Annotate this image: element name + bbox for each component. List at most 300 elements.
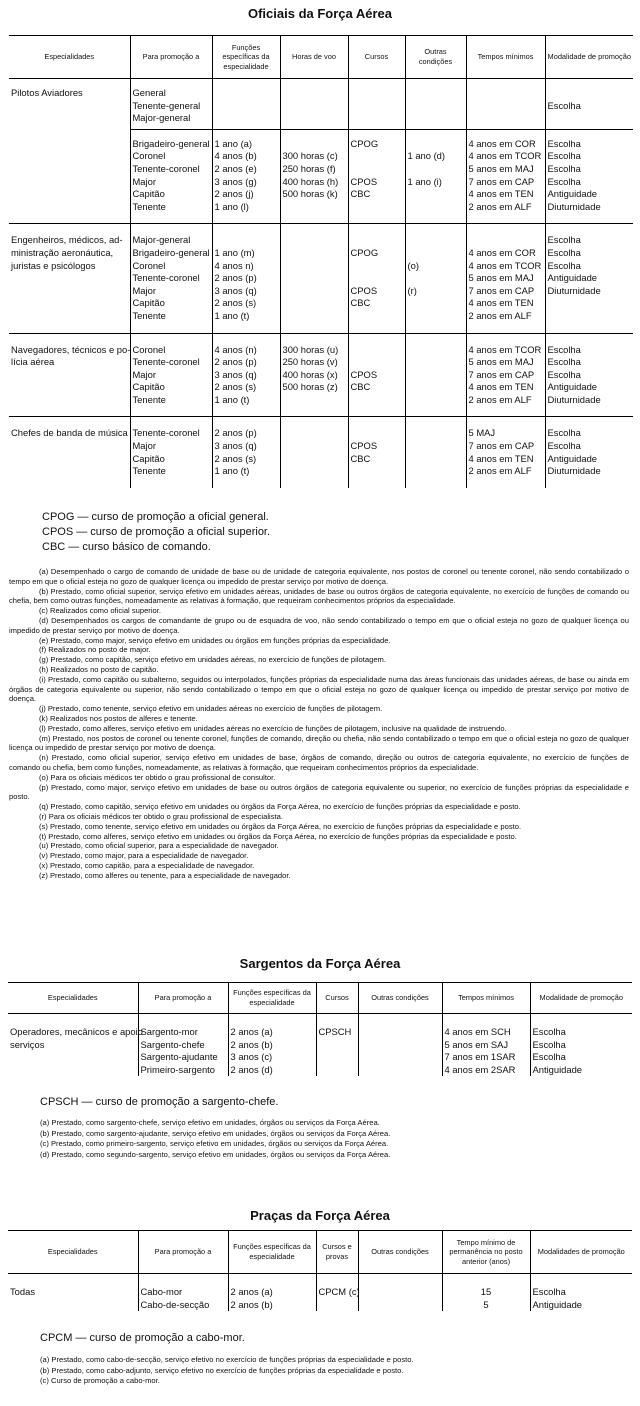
cell-line: 4 anos em COR — [468, 246, 536, 258]
header-cell: Funções específicas da especialidade — [228, 1231, 316, 1274]
cell-line: Major — [132, 440, 156, 452]
cell-line — [408, 247, 464, 260]
sergeants-header-row — [8, 983, 632, 1014]
cell-line: 4 anos em TCOR — [468, 259, 542, 271]
functions-cell — [212, 333, 280, 417]
flight-hours-cell — [280, 417, 348, 488]
promotion-cell — [130, 79, 212, 130]
cell-line: Sargento-chefe — [140, 1038, 205, 1050]
cell-line — [408, 344, 464, 357]
cell-line: 4 anos em TCOR — [468, 150, 542, 162]
cell-line: 4 anos em TCOR — [468, 343, 542, 355]
footnote: (k) Realizados nos postos de alferes e tenente. — [39, 713, 198, 723]
cell-line: (o) — [407, 259, 419, 271]
cell-line: Escolha — [547, 162, 581, 174]
cell-line: Tenente-general — [132, 99, 201, 111]
cell-line: Antiguidade — [547, 381, 598, 393]
cell-line — [408, 234, 464, 247]
cell-line: 2 anos em ALF — [468, 309, 532, 321]
officers-table — [9, 35, 633, 488]
cell-line — [283, 138, 346, 151]
courses-cell — [348, 224, 405, 333]
courses-cell — [348, 417, 405, 488]
table-row — [9, 333, 633, 417]
cell-line: Sargento-ajudante — [140, 1051, 218, 1063]
cell-line — [408, 138, 464, 151]
minimum-times-cell — [466, 79, 545, 130]
cell-line: Brigadeiro-general — [132, 246, 210, 258]
promotion-cell — [130, 333, 212, 417]
cell-line: 250 horas (f) — [282, 162, 336, 174]
promotion-cell — [130, 417, 212, 488]
footnote: (a) Desempenhado o cargo de comando de unidade de base ou de unidade de categoria equivalente, nos postos de coronel ou tenente coronel, não sendo contabilizado o tempo em que o oficial esteja no gozo de qualquer licença ou impedido de prestar serviço por motivo de doença. — [9, 567, 629, 586]
promotion-mode-cell — [545, 417, 633, 488]
cell-line: CPOG — [350, 246, 379, 258]
cell-line: Antiguidade — [547, 188, 598, 200]
flight-hours-cell — [280, 129, 348, 224]
cell-line: 2 anos (p) — [214, 427, 257, 439]
cell-line — [351, 260, 403, 273]
cell-line: serviços — [10, 1038, 45, 1050]
header-cell: Outras condições — [358, 1231, 442, 1274]
footnote: (h) Realizados no posto de capitão. — [39, 664, 159, 674]
footnote: (r) Para os oficiais médicos ter obtido o grau profissional de especialista. — [39, 811, 283, 821]
promotion-mode-cell — [545, 224, 633, 333]
footnote: (f) Realizados no posto de major. — [39, 645, 151, 655]
speciality-cell — [9, 224, 130, 333]
cell-line: Major — [132, 284, 156, 296]
cell-line: Brigadeiro-general — [132, 137, 210, 149]
cell-line: Capitão — [132, 297, 165, 309]
cell-line: 5 anos em SAJ — [444, 1038, 509, 1050]
cell-line: Antiguidade — [547, 272, 598, 284]
footnote: (b) Prestado, como sargento-ajudante, serviço efetivo em unidades, órgãos ou serviços da Força Aérea. — [40, 1128, 391, 1138]
footnote: (u) Prestado, como oficial superior, para a especialidade de navegador. — [39, 841, 279, 851]
header-cell: Para promoção a — [138, 983, 228, 1014]
cell-line: Escolha — [547, 440, 581, 452]
cell-line: 400 horas (h) — [282, 175, 339, 187]
header-cell: Modalidades de promoção — [530, 1231, 632, 1274]
cell-line: Capitão — [132, 381, 165, 393]
cell-line — [469, 234, 543, 247]
other-conditions-cell — [405, 224, 466, 333]
table-row — [9, 79, 633, 130]
cell-line: Escolha — [532, 1286, 566, 1297]
promotion-mode-cell — [530, 1014, 632, 1077]
cell-line: Escolha — [532, 1051, 566, 1063]
cell-line: Diuturnidade — [547, 200, 601, 212]
functions-cell — [228, 1274, 316, 1312]
flight-hours-cell — [280, 333, 348, 417]
cell-line: Escolha — [547, 368, 581, 380]
other-conditions-cell — [405, 79, 466, 130]
cell-line: 4 anos em 2SAR — [444, 1063, 516, 1075]
cell-line: 3 anos (g) — [214, 175, 257, 187]
cell-line: 2 anos (s) — [214, 452, 257, 464]
functions-cell — [228, 1014, 316, 1077]
sergeants-footnotes — [40, 1118, 390, 1160]
cell-line: CPOS — [350, 284, 378, 296]
cell-line — [408, 272, 464, 285]
cell-line — [351, 427, 403, 440]
cell-line: Escolha — [547, 356, 581, 368]
cell-line: 7 anos em CAP — [468, 368, 535, 380]
cell-line: CPOS — [350, 440, 378, 452]
cell-line: Coronel — [132, 259, 166, 271]
cell-line: 3 anos (q) — [214, 284, 257, 296]
cell-line: 1 ano (m) — [214, 246, 255, 258]
cell-line: Diuturnidade — [547, 465, 601, 477]
cell-line: Escolha — [547, 259, 581, 271]
cell-line: 2 anos em ALF — [468, 200, 532, 212]
cell-line — [215, 87, 278, 100]
minimum-times-cell — [466, 224, 545, 333]
cell-line: 4 anos em TEN — [468, 452, 534, 464]
officers-abbreviations — [42, 510, 270, 555]
cell-line: 1 ano (t) — [214, 393, 250, 405]
header-cell: Horas de voo — [280, 36, 348, 79]
footnote: (t) Prestado, como alferes, serviço efetivo em unidades ou órgãos da Força Aérea, no exercício de funções próprias da especialidade e posto. — [39, 831, 517, 841]
cell-line: Diuturnidade — [547, 393, 601, 405]
cell-line: Capitão — [132, 188, 165, 200]
cell-line: Tenente — [132, 465, 166, 477]
cell-line: Cabo-mor — [140, 1286, 183, 1297]
cell-line: 1 ano (t) — [214, 309, 250, 321]
cell-line — [283, 234, 346, 247]
cell-line: 2 anos (a) — [230, 1026, 273, 1037]
cell-line: 3 anos (c) — [230, 1051, 273, 1063]
cell-line: Escolha — [547, 99, 581, 111]
other-conditions-cell — [358, 1274, 442, 1312]
cell-line: 5 — [483, 1298, 489, 1310]
cell-line: Pilotos Aviadores — [11, 87, 83, 98]
flight-hours-cell — [280, 224, 348, 333]
cell-line: 1 ano (i) — [407, 175, 442, 187]
courses-cell — [348, 79, 405, 130]
cell-line: CBC — [350, 297, 371, 309]
footnote: (b) Prestado, como cabo-adjunto, serviço efetivo no exercício de funções próprias da especialidade e posto. — [40, 1365, 404, 1375]
officers-title: Oficiais da Força Aérea — [247, 6, 393, 21]
promotion-cell — [130, 129, 212, 224]
footnote: (n) Prestado, como oficial superior, serviço efetivo em unidades de base, órgãos de comando, direção ou outros de categoria equivalente, no exercício de funções de comando ou chefia, bem como funções, nomeadamente, as relativas à formação, que requeiram conhecimentos próprios da especialidade. — [9, 753, 629, 772]
cell-line: 5 anos em MAJ — [468, 162, 534, 174]
enlisted-table — [8, 1230, 632, 1311]
cell-line: 15 — [480, 1286, 492, 1297]
footnote: (b) Prestado, como oficial superior, serviço efetivo em unidades aéreas, unidades de base ou outros órgãos de categoria equivalente, no exercício de funções de comando ou chefia, bem como outras funções, nomeadamente as relativas à formação, que requeiram conhecimentos próprios da especialidade. — [9, 586, 629, 606]
cell-line: CPSCH — [318, 1026, 352, 1037]
cell-line — [351, 234, 403, 247]
cell-line: Tenente — [132, 200, 166, 212]
cell-line: 7 anos em 1SAR — [444, 1051, 516, 1063]
header-cell: Outras condições — [358, 983, 442, 1014]
speciality-cell — [9, 333, 130, 417]
functions-cell — [212, 129, 280, 224]
footnote: (j) Prestado, como tenente, serviço efetivo em unidades aéreas no exercício de funções de pilotagem. — [39, 704, 383, 714]
functions-cell — [212, 224, 280, 333]
footnote: (i) Prestado, como capitão ou subalterno, seguidos ou interpolados, funções próprias da especialidade numa das áreas funcionais das unidades aéreas, de base ou ainda em órgãos de categoria equivalente ou superior, não sendo contabilizado o tempo em que o oficial esteja no gozo de qualquer licença ou impedido de prestar serviço por motivo de doença. — [9, 674, 629, 704]
cell-line: juristas e psicólogos — [11, 259, 96, 271]
cell-line: 250 horas (v) — [282, 356, 338, 368]
header-cell: Modalidade de promoção — [545, 36, 633, 79]
footnote: (a) Prestado, como cabo-de-secção, serviço efetivo no exercício de funções próprias da especialidade e posto. — [40, 1355, 414, 1364]
header-cell: Outras condições — [405, 36, 466, 79]
footnote: (p) Prestado, como major, serviço efetivo em unidades de base ou outros órgãos de categoria equivalente ou superior, no exercício de funções próprias da especialidade e posto. — [9, 782, 629, 802]
header-cell: Tempos mínimos — [466, 36, 545, 79]
courses-cell — [348, 129, 405, 224]
cell-line — [408, 87, 464, 100]
cell-line: ministração aeronáutica, — [11, 246, 114, 258]
cell-line: 7 anos em CAP — [468, 440, 535, 452]
cell-line: 4 anos n) — [214, 259, 254, 271]
header-cell: Cursos — [348, 36, 405, 79]
cell-line: 4 anos em COR — [468, 137, 536, 149]
cell-line: Navegadores, técnicos e po- — [11, 343, 131, 355]
header-cell: Cursos e provas — [316, 1231, 358, 1274]
cell-line: Escolha — [547, 246, 581, 258]
cell-line: 2 anos (s) — [214, 381, 257, 393]
cell-line: 2 anos (p) — [214, 356, 257, 368]
header-cell: Especialidades — [9, 36, 130, 79]
functions-cell — [212, 79, 280, 130]
cell-line — [351, 272, 403, 285]
promotion-mode-cell — [545, 129, 633, 224]
cell-line: 5 MAJ — [468, 427, 496, 439]
cell-line: 2 anos em ALF — [468, 465, 532, 477]
footnote: (c) Curso de promoção a cabo-mor. — [40, 1376, 160, 1386]
flight-hours-cell — [280, 79, 348, 130]
cell-line: 7 anos em CAP — [468, 175, 535, 187]
cell-line: 3 anos (q) — [214, 368, 257, 380]
cell-line — [408, 163, 464, 176]
cell-line: 5 anos em MAJ — [468, 272, 534, 284]
cell-line — [351, 356, 403, 369]
cell-line: 3 anos (q) — [214, 440, 257, 452]
cell-line: Tenente — [132, 393, 166, 405]
cell-line: Escolha — [547, 427, 581, 439]
cell-line — [283, 87, 346, 100]
cell-line: 500 horas (k) — [282, 188, 338, 200]
cell-line: CBC — [350, 188, 371, 200]
cell-line: 1 ano (a) — [214, 137, 253, 149]
abbreviation-line: CPSCH — curso de promoção a sargento-chefe. — [40, 1096, 279, 1108]
cell-line: Antiguidade — [532, 1063, 583, 1075]
cell-line: Primeiro-sargento — [140, 1063, 216, 1075]
officers-table-body — [9, 79, 633, 488]
cell-line: 7 anos em CAP — [468, 284, 535, 296]
promotion-cell — [138, 1014, 228, 1077]
cell-line: 2 anos (b) — [230, 1038, 273, 1050]
speciality-cell — [8, 1274, 138, 1312]
header-cell: Para promoção a — [138, 1231, 228, 1274]
abbreviation-line: CBC — curso básico de comando. — [42, 541, 211, 553]
cell-line: 4 anos (n) — [214, 343, 257, 355]
other-conditions-cell — [405, 333, 466, 417]
cell-line: Diuturnidade — [547, 284, 601, 296]
cell-line: 4 anos (b) — [214, 150, 257, 162]
promotion-cell — [130, 224, 212, 333]
speciality-cell — [9, 79, 130, 224]
cell-line: Chefes de banda de música — [11, 427, 128, 439]
cell-line: Tenente-coronel — [132, 162, 200, 174]
minimum-times-cell — [466, 129, 545, 224]
cell-line: CPOS — [350, 368, 378, 380]
cell-line: Escolha — [532, 1038, 566, 1050]
footnote: (c) Realizados como oficial superior. — [39, 606, 161, 616]
header-cell: Tempos mínimos — [442, 983, 530, 1014]
footnote: (m) Prestado, nos postos de coronel ou tenente coronel, funções de comando, direção ou chefia, não sendo contabilizado o tempo em que o oficial esteja no gozo de qualquer licença ou impedido de prestar serviço por motivo de doença. — [9, 733, 629, 753]
cell-line — [283, 427, 346, 440]
promotion-mode-cell — [545, 333, 633, 417]
cell-line: Tenente — [132, 309, 166, 321]
minimum-times-cell — [466, 333, 545, 417]
cell-line: 500 horas (z) — [282, 381, 338, 393]
sergeants-title: Sargentos da Força Aérea — [239, 956, 401, 971]
cell-line: 2 anos (s) — [214, 297, 257, 309]
cell-line: Coronel — [132, 343, 166, 355]
header-cell: Funções específicas da especialidade — [228, 983, 316, 1014]
cell-line: 4 anos em TEN — [468, 381, 534, 393]
cell-line — [215, 234, 278, 247]
cell-line: Tenente-coronel — [132, 427, 200, 439]
table-row — [9, 417, 633, 488]
cell-line: 2 anos (a) — [230, 1286, 273, 1297]
cell-line: CPOS — [350, 175, 378, 187]
minimum-times-cell — [442, 1014, 530, 1077]
abbreviation-line: CPCM — curso de promoção a cabo-mor. — [40, 1332, 245, 1344]
footnote: (a) Prestado, como sargento-chefe, serviço efetivo em unidades, órgãos ou serviços da Força Aérea. — [40, 1118, 380, 1127]
cell-line: Escolha — [547, 150, 581, 162]
cell-line: Tenente-coronel — [132, 272, 200, 284]
promotion-cell — [138, 1274, 228, 1312]
cell-line: (r) — [407, 284, 417, 296]
cell-line: General — [132, 87, 166, 98]
cell-line: Escolha — [547, 137, 581, 149]
cell-line: Escolha — [547, 343, 581, 355]
cell-line: Major — [132, 368, 156, 380]
footnote: (d) Prestado, como segundo-sargento, serviço efetivo em unidades, órgãos ou serviços da Força Aérea. — [40, 1149, 391, 1159]
cell-line: 2 anos em ALF — [468, 393, 532, 405]
enlisted-abbreviations — [40, 1331, 245, 1346]
footnote: (o) Para os oficiais médicos ter obtido o grau profissional de consultor. — [39, 772, 276, 782]
footnote: (q) Prestado, como capitão, serviço efetivo em unidades ou órgãos da Força Aérea, no exercício de funções próprias da especialidade e posto. — [39, 802, 521, 812]
cell-line: 2 anos (p) — [214, 272, 257, 284]
footnote: (c) Prestado, como primeiro-sargento, serviço efetivo em unidades, órgãos ou serviços da Força Aérea. — [40, 1139, 389, 1149]
cell-line: CPCM (c) — [318, 1286, 360, 1297]
header-cell: Especialidades — [8, 1231, 138, 1274]
header-cell: Para promoção a — [130, 36, 212, 79]
cell-line: 2 anos (j) — [214, 188, 254, 200]
cell-line — [351, 87, 403, 100]
other-conditions-cell — [358, 1014, 442, 1077]
cell-line: 300 horas (u) — [282, 343, 339, 355]
cell-line — [361, 1286, 440, 1299]
courses-cell — [316, 1274, 358, 1312]
cell-line: 4 anos em TEN — [468, 188, 534, 200]
other-conditions-cell — [405, 417, 466, 488]
cell-line — [408, 427, 464, 440]
footnote: (x) Prestado, como capitão, para a especialidade de navegador. — [39, 860, 255, 870]
speciality-cell — [9, 417, 130, 488]
cell-line: Major-general — [132, 234, 191, 246]
cell-line: Coronel — [132, 150, 166, 162]
cell-line: Antiguidade — [532, 1298, 583, 1310]
abbreviation-line: CPOS — curso de promoção a oficial superior. — [42, 526, 271, 538]
cell-line: 5 anos em MAJ — [468, 356, 534, 368]
footnote: (l) Prestado, como alferes, serviço efetivo em unidades aéreas no exercício de funções de pilotagem, inclusive na qualidade de instruendo. — [39, 723, 507, 733]
cell-line: 400 horas (x) — [282, 368, 338, 380]
cell-line: lícia aérea — [11, 356, 55, 368]
cell-line: CBC — [350, 381, 371, 393]
cell-line — [469, 87, 543, 100]
other-conditions-cell — [405, 129, 466, 224]
courses-cell — [348, 333, 405, 417]
enlisted-title: Praças da Força Aérea — [250, 1208, 390, 1223]
cell-line — [351, 163, 403, 176]
promotion-mode-cell — [545, 79, 633, 130]
header-cell: Funções específicas da especialidade — [212, 36, 280, 79]
cell-line: 4 anos em SCH — [444, 1026, 511, 1037]
cell-line: Major-general — [132, 112, 191, 124]
cell-line: 2 anos (d) — [230, 1063, 273, 1075]
footnote: (s) Prestado, como tenente, serviço efetivo em unidades ou órgãos da Força Aérea, no exercício de funções próprias da especialidade e posto. — [39, 821, 522, 831]
header-cell: Modalidade de promoção — [530, 983, 632, 1014]
cell-line: Major — [132, 175, 156, 187]
cell-line: CBC — [350, 452, 371, 464]
cell-line: 1 ano (t) — [214, 465, 250, 477]
cell-line: Escolha — [547, 234, 581, 246]
officers-footnotes — [9, 567, 629, 881]
enlisted-footnotes — [40, 1355, 414, 1387]
minimum-times-cell — [442, 1274, 530, 1312]
cell-line: CPOG — [350, 137, 379, 149]
cell-line: Cabo-de-secção — [140, 1298, 210, 1310]
header-cell: Especialidades — [8, 983, 138, 1014]
header-cell: Tempo mínimo de permanência no posto anterior (anos) — [442, 1231, 530, 1274]
cell-line: 2 anos (b) — [230, 1298, 273, 1310]
cell-line — [351, 344, 403, 357]
minimum-times-cell — [466, 417, 545, 488]
cell-line: Capitão — [132, 452, 165, 464]
footnote: (e) Prestado, como major, serviço efetivo em unidades ou órgãos em funções próprias da especialidade. — [39, 635, 391, 645]
cell-line: Sargento-mor — [140, 1026, 198, 1037]
promotion-mode-cell — [530, 1274, 632, 1312]
cell-line: 2 anos (e) — [214, 162, 257, 174]
cell-line: 1 ano (d) — [407, 150, 446, 162]
cell-line: 1 ano (l) — [214, 200, 249, 212]
sergeants-abbreviations — [40, 1095, 278, 1110]
cell-line: Operadores, mecânicos e apoio — [10, 1026, 143, 1037]
header-cell: Cursos — [316, 983, 358, 1014]
courses-cell — [316, 1014, 358, 1077]
cell-line — [351, 150, 403, 163]
table-row — [8, 1274, 632, 1312]
officers-header-row — [9, 36, 633, 79]
cell-line — [548, 87, 632, 100]
abbreviation-line: CPOG — curso de promoção a oficial general. — [42, 511, 269, 523]
table-row — [8, 1014, 632, 1077]
table-row — [9, 224, 633, 333]
enlisted-header-row — [8, 1231, 632, 1274]
cell-line: Escolha — [547, 175, 581, 187]
cell-line: 4 anos em TEN — [468, 297, 534, 309]
footnote: (g) Prestado, como capitão, serviço efetivo em unidades aéreas, no exercício de funções de pilotagem. — [39, 655, 386, 665]
footnote: (z) Prestado, como alferes ou tenente, para a especialidade de navegador. — [39, 870, 291, 880]
cell-line — [361, 1026, 440, 1039]
footnote: (v) Prestado, como major, para a especialidade de navegador. — [39, 851, 249, 861]
cell-line: 300 horas (c) — [282, 150, 338, 162]
cell-line: Tenente-coronel — [132, 356, 200, 368]
speciality-cell — [8, 1014, 143, 1077]
